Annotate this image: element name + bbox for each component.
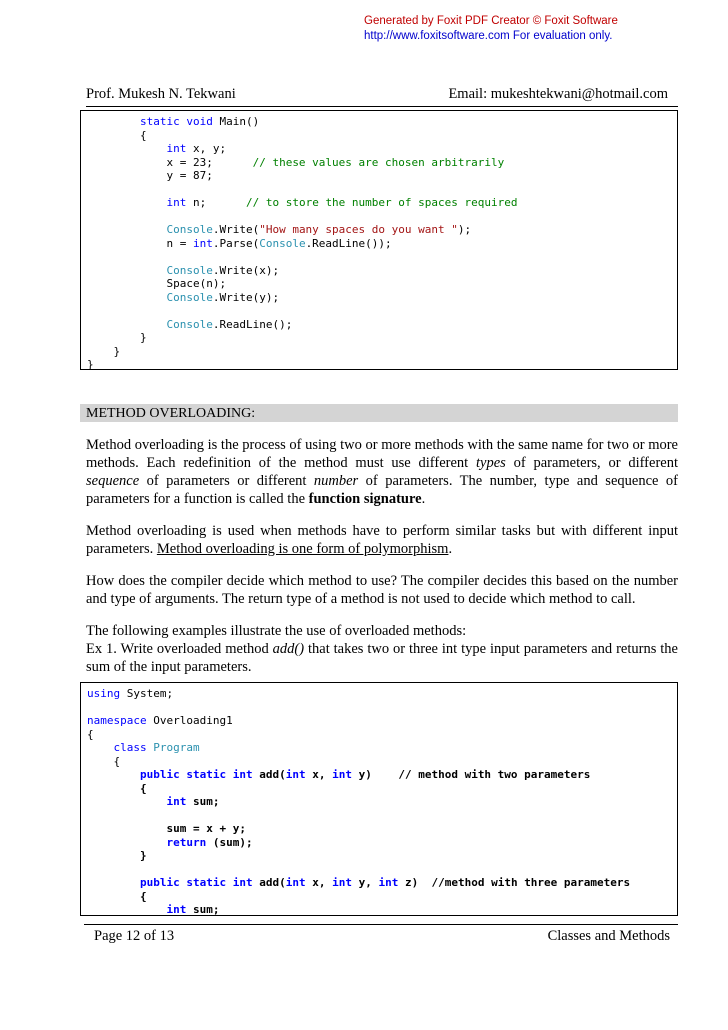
page-footer — [84, 924, 678, 945]
p1-bold-signature: function signature — [308, 491, 422, 507]
code-overloading1-plain: using System; namespace Overloading1 { class Program { — [87, 687, 233, 768]
p1-emph-sequence: sequence — [86, 473, 140, 489]
paragraph-usage — [86, 522, 678, 558]
code-block-main — [80, 110, 678, 370]
paragraph-example-intro — [86, 622, 678, 676]
author-name: Prof. Mukesh N. Tekwani — [86, 86, 236, 102]
p4-text-b: that takes two or three int type input parameters and returns the sum of the input parameters. — [86, 641, 678, 675]
p1-emph-types: types — [475, 455, 506, 471]
p1-text-c: of parameters or different — [139, 473, 314, 489]
p4-line1: The following examples illustrate the use of overloaded methods: — [86, 623, 467, 639]
paragraph-compiler-decision — [86, 572, 678, 608]
code-main-method: static void Main() { int x, y; x = 23; // these values are chosen arbitrarily y = 87; int n; // to store the number of spaces required Console.Write("How many spaces do you want "); n = int.Parse(Console.ReadLine()); Console.Write(x); Space(n); Console.Write(y); Console.ReadLine(); } } } — [87, 115, 518, 370]
page-header — [86, 86, 678, 107]
p2-text-a: Method overloading is used when methods have to perform similar tasks but with different input parameters. — [86, 523, 678, 557]
p1-text-d: of parameters. The number, type and sequence of parameters for a function is called the — [86, 473, 678, 507]
p2-text-b: . — [448, 541, 453, 557]
p2-underlined-polymorphism: Method overloading is one form of polymorphism — [156, 541, 449, 557]
p4-emph-method: add() — [272, 641, 305, 657]
watermark-line2: http://www.foxitsoftware.com For evaluation only. — [364, 30, 613, 42]
code-block-overloading — [80, 682, 678, 916]
p1-text-a: Method overloading is the process of using two or more methods with the same name for two or more methods. Each redefinition of the method must use different — [86, 437, 678, 471]
watermark-line1: Generated by Foxit PDF Creator © Foxit Software — [364, 15, 618, 27]
p1-emph-number: number — [313, 473, 359, 489]
page-number: Page 12 of 13 — [94, 928, 175, 944]
p1-text-b: of parameters, or different — [505, 455, 678, 471]
p4-text-a: Ex 1. Write overloaded method — [86, 641, 273, 657]
p3-text: How does the compiler decide which method to use? The compiler decides this based on the number and type of arguments. The return type of a method is not used to decide which method to call. — [86, 573, 678, 607]
paragraph-definition — [86, 436, 678, 508]
author-email: Email: mukeshtekwani@hotmail.com — [448, 86, 668, 102]
p1-text-e: . — [421, 491, 426, 507]
code-overloading1-methods: public static int add(int x, int y) // method with two parameters { int sum; sum = x + y; return (sum); } public static int add(int x, int y, int z) //method with three parameters { int sum; — [139, 768, 631, 916]
chapter-title: Classes and Methods — [547, 928, 670, 944]
section-heading-method-overloading: METHOD OVERLOADING: — [80, 404, 678, 422]
pdf-creator-watermark — [364, 14, 618, 44]
